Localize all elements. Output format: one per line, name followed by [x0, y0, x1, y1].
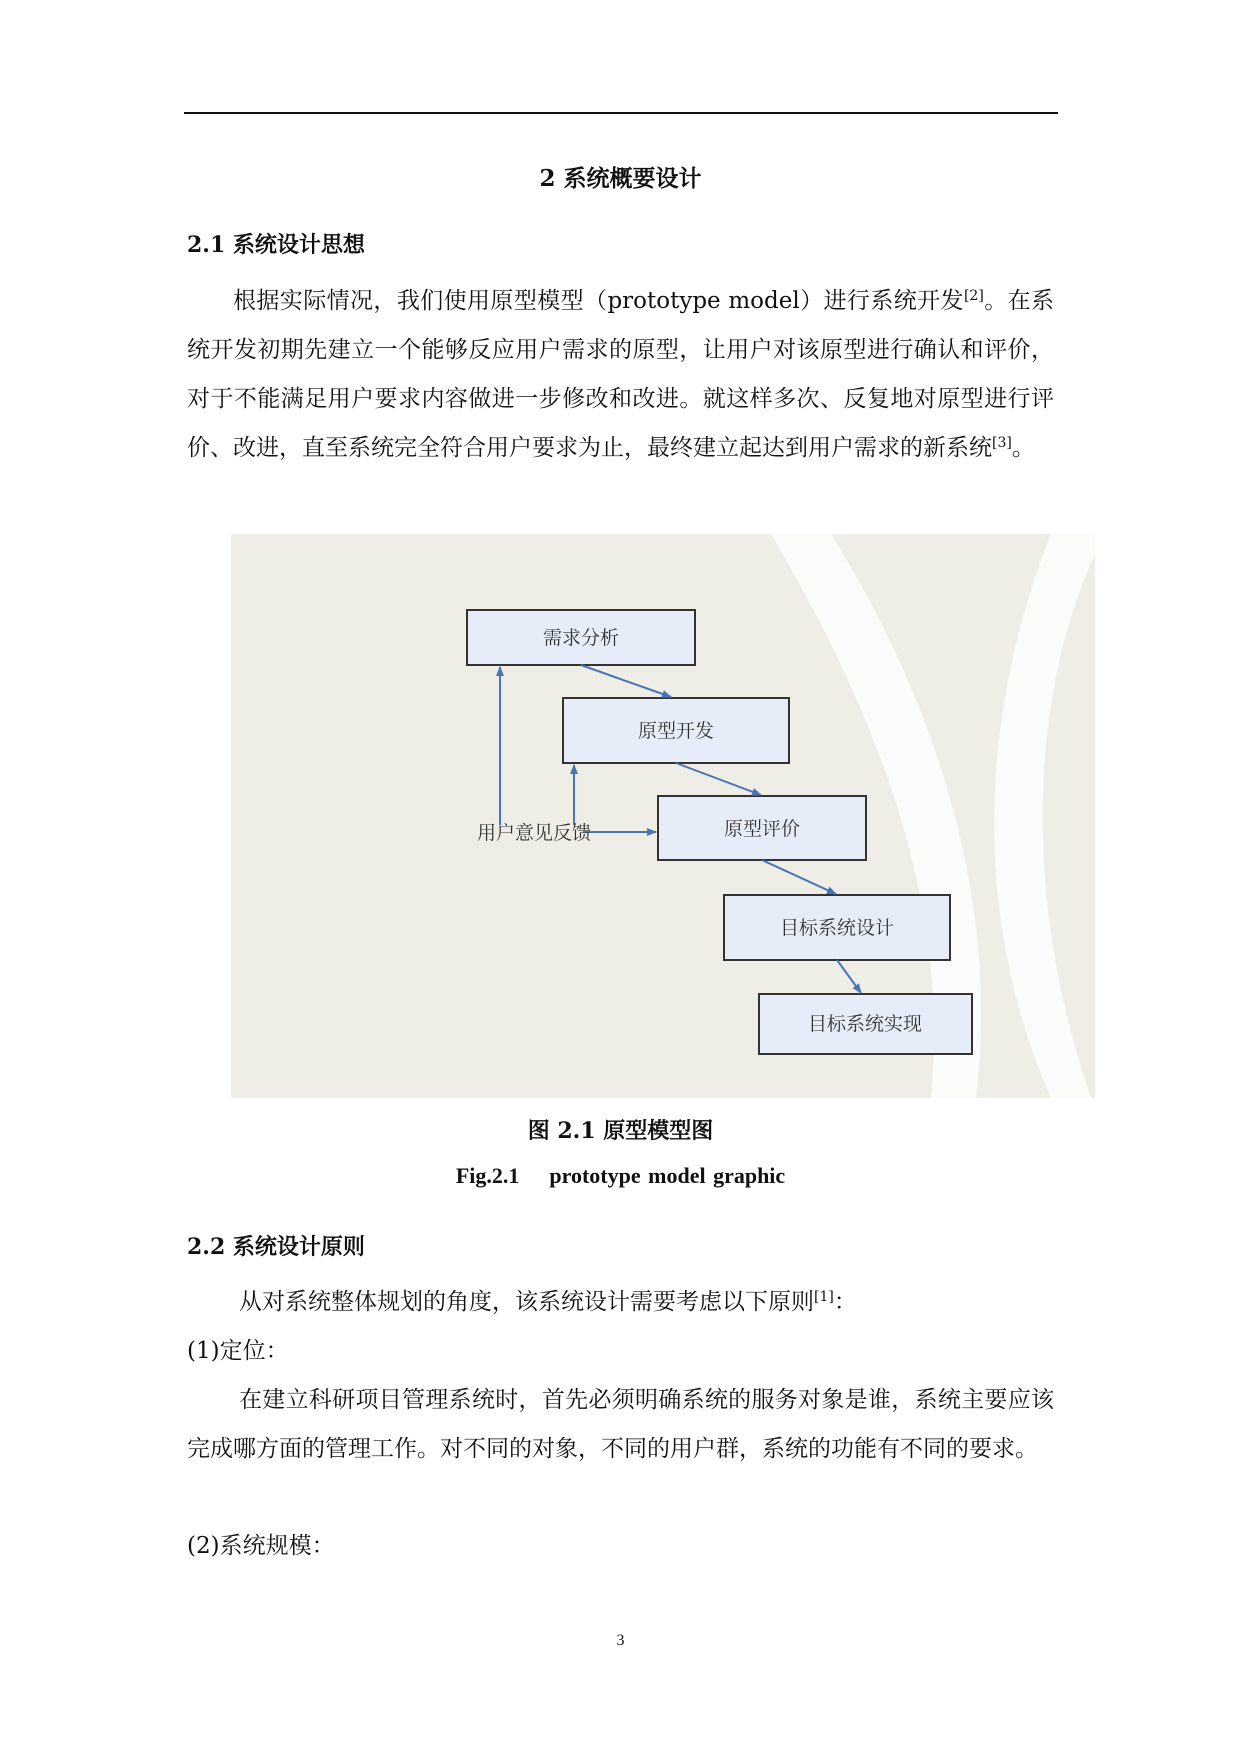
section-heading-2-1: 2.1 系统设计思想	[187, 232, 365, 258]
paragraph-positioning: 在建立科研项目管理系统时，首先必须明确系统的服务对象是谁，系统主要应该完成哪方面的管理工作。对不同的对象，不同的用户群，系统的功能有不同的要求。	[187, 1387, 1054, 1462]
paragraph-text: ：	[833, 1289, 857, 1315]
list-item-title: (2)系统规模：	[187, 1533, 335, 1559]
prototype-model-figure	[231, 534, 1095, 1098]
list-item-title: (1)定位：	[187, 1338, 289, 1364]
node-label: 原型开发	[637, 720, 715, 742]
header-rule	[184, 112, 1058, 114]
figure-number: Fig.2.1	[455, 1163, 520, 1188]
citation: [2]	[963, 288, 984, 304]
node-label: 目标系统实现	[807, 1013, 923, 1035]
figure-caption-text: prototype model graphic	[549, 1163, 786, 1188]
paragraph-text: 从对系统整体规划的角度，该系统设计需要考虑以下原则	[239, 1289, 814, 1315]
chapter-title: 2 系统概要设计	[539, 165, 702, 192]
node-label: 原型评价	[723, 818, 801, 840]
citation: [1]	[814, 1289, 834, 1305]
paragraph-design-idea	[187, 277, 1054, 473]
paragraph-text: 根据实际情况，我们使用原型模型（prototype model）进行系统开发	[233, 288, 964, 314]
section-heading-2-2: 2.2 系统设计原则	[187, 1234, 365, 1260]
paragraph-principles-intro	[187, 1278, 1054, 1327]
node-label: 目标系统设计	[779, 917, 895, 939]
node-label: 需求分析	[542, 627, 620, 649]
paragraph-text: 。在系统开发初期先建立一个能够反应用户需求的原型，让用户对该原型进行确认和评价，对于不能满足用户要求内容做进一步修改和改进。就这样多次、反复地对原型进行评价、改进，直至系统完全符合用户要求为止，最终建立起达到用户需求的新系统	[187, 288, 1055, 461]
feedback-label: 用户意见反馈	[477, 822, 592, 844]
figure-caption-cn: 图 2.1 原型模型图	[527, 1118, 714, 1144]
prototype-model-diagram	[231, 534, 1095, 1098]
paragraph-text: 。	[1011, 435, 1035, 461]
citation: [3]	[992, 435, 1012, 451]
figure-caption-en	[0, 1163, 1241, 1189]
page-number: 3	[616, 1632, 625, 1649]
